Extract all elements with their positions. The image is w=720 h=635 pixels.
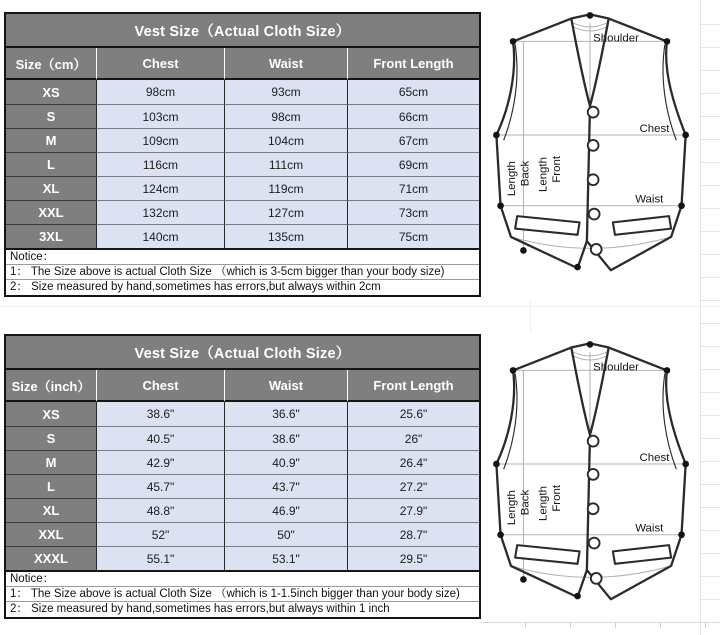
spreadsheet-gridline-gap — [0, 306, 720, 307]
size-label: L — [6, 152, 96, 176]
front-length-value: 65cm — [347, 80, 479, 104]
chest-value: 109cm — [96, 128, 224, 152]
button — [591, 573, 602, 584]
chest-label: Chest — [639, 451, 670, 464]
chest-value: 116cm — [96, 152, 224, 176]
chest-value: 40.5" — [96, 426, 224, 450]
waist-value: 46.9" — [224, 498, 347, 522]
chest-value: 52" — [96, 522, 224, 546]
waist-value: 135cm — [224, 224, 347, 248]
waist-label: Waist — [635, 522, 664, 535]
chest-value: 55.1" — [96, 546, 224, 570]
spreadsheet-gridline-gap-vertical — [530, 300, 531, 333]
waist-value: 93cm — [224, 80, 347, 104]
waist-value: 40.9" — [224, 450, 347, 474]
waist-value: 127cm — [224, 200, 347, 224]
front-length-value: 69cm — [347, 152, 479, 176]
chest-value: 42.9" — [96, 450, 224, 474]
size-label: M — [6, 128, 96, 152]
front-length-label-front: Front — [550, 155, 563, 183]
column-header-waist: Waist — [224, 48, 347, 80]
vest-size-table-inch — [4, 334, 481, 619]
vest-measurement-diagram-inch — [486, 339, 694, 615]
back-length-label-length: Length — [506, 490, 519, 526]
spreadsheet-gridlines-right — [701, 2, 720, 635]
size-label: XXL — [6, 522, 96, 546]
size-label: XL — [6, 498, 96, 522]
front-length-value: 27.2" — [347, 474, 479, 498]
size-label: XXXL — [6, 546, 96, 570]
notice-block — [6, 570, 479, 617]
waist-value: 38.6" — [224, 426, 347, 450]
shoulder-label: Shoulder — [593, 361, 639, 374]
size-label: 3XL — [6, 224, 96, 248]
front-length-value: 29.5" — [347, 546, 479, 570]
back-length-label-length: Length — [506, 161, 519, 197]
button — [588, 469, 599, 480]
waist-label: Waist — [635, 193, 664, 206]
front-length-label-length: Length — [537, 157, 550, 193]
chest-label: Chest — [639, 122, 670, 135]
chest-value: 140cm — [96, 224, 224, 248]
size-label: XL — [6, 176, 96, 200]
size-label: M — [6, 450, 96, 474]
notice-block — [6, 248, 479, 295]
spreadsheet-gridline-vertical — [700, 0, 701, 635]
chest-value: 132cm — [96, 200, 224, 224]
front-length-value: 71cm — [347, 176, 479, 200]
waist-value: 43.7" — [224, 474, 347, 498]
button — [589, 209, 600, 220]
vest-measurement-diagram-cm — [486, 10, 694, 286]
size-label: L — [6, 474, 96, 498]
front-length-value: 28.7" — [347, 522, 479, 546]
button — [589, 538, 600, 549]
chest-value: 98cm — [96, 80, 224, 104]
column-header-chest: Chest — [96, 370, 224, 402]
front-length-label-length: Length — [537, 486, 550, 522]
back-length-label-back: Back — [519, 489, 532, 516]
size-label: XS — [6, 80, 96, 104]
waist-value: 104cm — [224, 128, 347, 152]
column-header-chest: Chest — [96, 48, 224, 80]
spreadsheet-ticks-bottom — [481, 622, 720, 628]
column-header-size: Size（inch） — [6, 370, 96, 402]
button — [591, 244, 602, 255]
front-length-value: 73cm — [347, 200, 479, 224]
chest-value: 48.8" — [96, 498, 224, 522]
notice-title: Notice： — [6, 572, 479, 587]
chest-value: 38.6" — [96, 402, 224, 426]
chest-value: 45.7" — [96, 474, 224, 498]
size-label: XXL — [6, 200, 96, 224]
notice-line-1: 1： The Size above is actual Cloth Size （which is 3-5cm bigger than your body size) — [6, 265, 479, 280]
column-header-front-length: Front Length — [347, 370, 479, 402]
notice-line-2: 2： Size measured by hand,sometimes has errors,but always within 1 inch — [10, 603, 390, 615]
front-length-value: 27.9" — [347, 498, 479, 522]
notice-title: Notice： — [6, 250, 479, 265]
vest-size-table-cm — [4, 12, 481, 297]
column-header-front-length: Front Length — [347, 48, 479, 80]
notice-line-1: 1： The Size above is actual Cloth Size （which is 1-1.5inch bigger than your body size) — [6, 587, 479, 602]
button — [588, 436, 599, 447]
button — [588, 503, 599, 514]
waist-value: 50" — [224, 522, 347, 546]
waist-value: 98cm — [224, 104, 347, 128]
table-title: Vest Size（Actual Cloth Size） — [6, 336, 479, 370]
front-length-value: 25.6" — [347, 402, 479, 426]
size-label: XS — [6, 402, 96, 426]
waist-value: 119cm — [224, 176, 347, 200]
notice-line-2: 2： Size measured by hand,sometimes has errors,but always within 2cm — [10, 281, 381, 293]
button — [588, 140, 599, 151]
front-length-value: 26" — [347, 426, 479, 450]
front-length-value: 26.4" — [347, 450, 479, 474]
waist-value: 53.1" — [224, 546, 347, 570]
table-title: Vest Size（Actual Cloth Size） — [6, 14, 479, 48]
back-length-label-back: Back — [519, 160, 532, 187]
waist-value: 111cm — [224, 152, 347, 176]
front-length-value: 75cm — [347, 224, 479, 248]
front-length-value: 66cm — [347, 104, 479, 128]
spreadsheet-gridline-bottom — [481, 622, 720, 623]
column-header-waist: Waist — [224, 370, 347, 402]
size-label: S — [6, 426, 96, 450]
chest-value: 103cm — [96, 104, 224, 128]
size-label: S — [6, 104, 96, 128]
front-length-label-front: Front — [550, 484, 563, 512]
column-header-size: Size（cm） — [6, 48, 96, 80]
shoulder-label: Shoulder — [593, 32, 639, 45]
waist-value: 36.6" — [224, 402, 347, 426]
front-length-value: 67cm — [347, 128, 479, 152]
button — [588, 107, 599, 118]
chest-value: 124cm — [96, 176, 224, 200]
button — [588, 174, 599, 185]
